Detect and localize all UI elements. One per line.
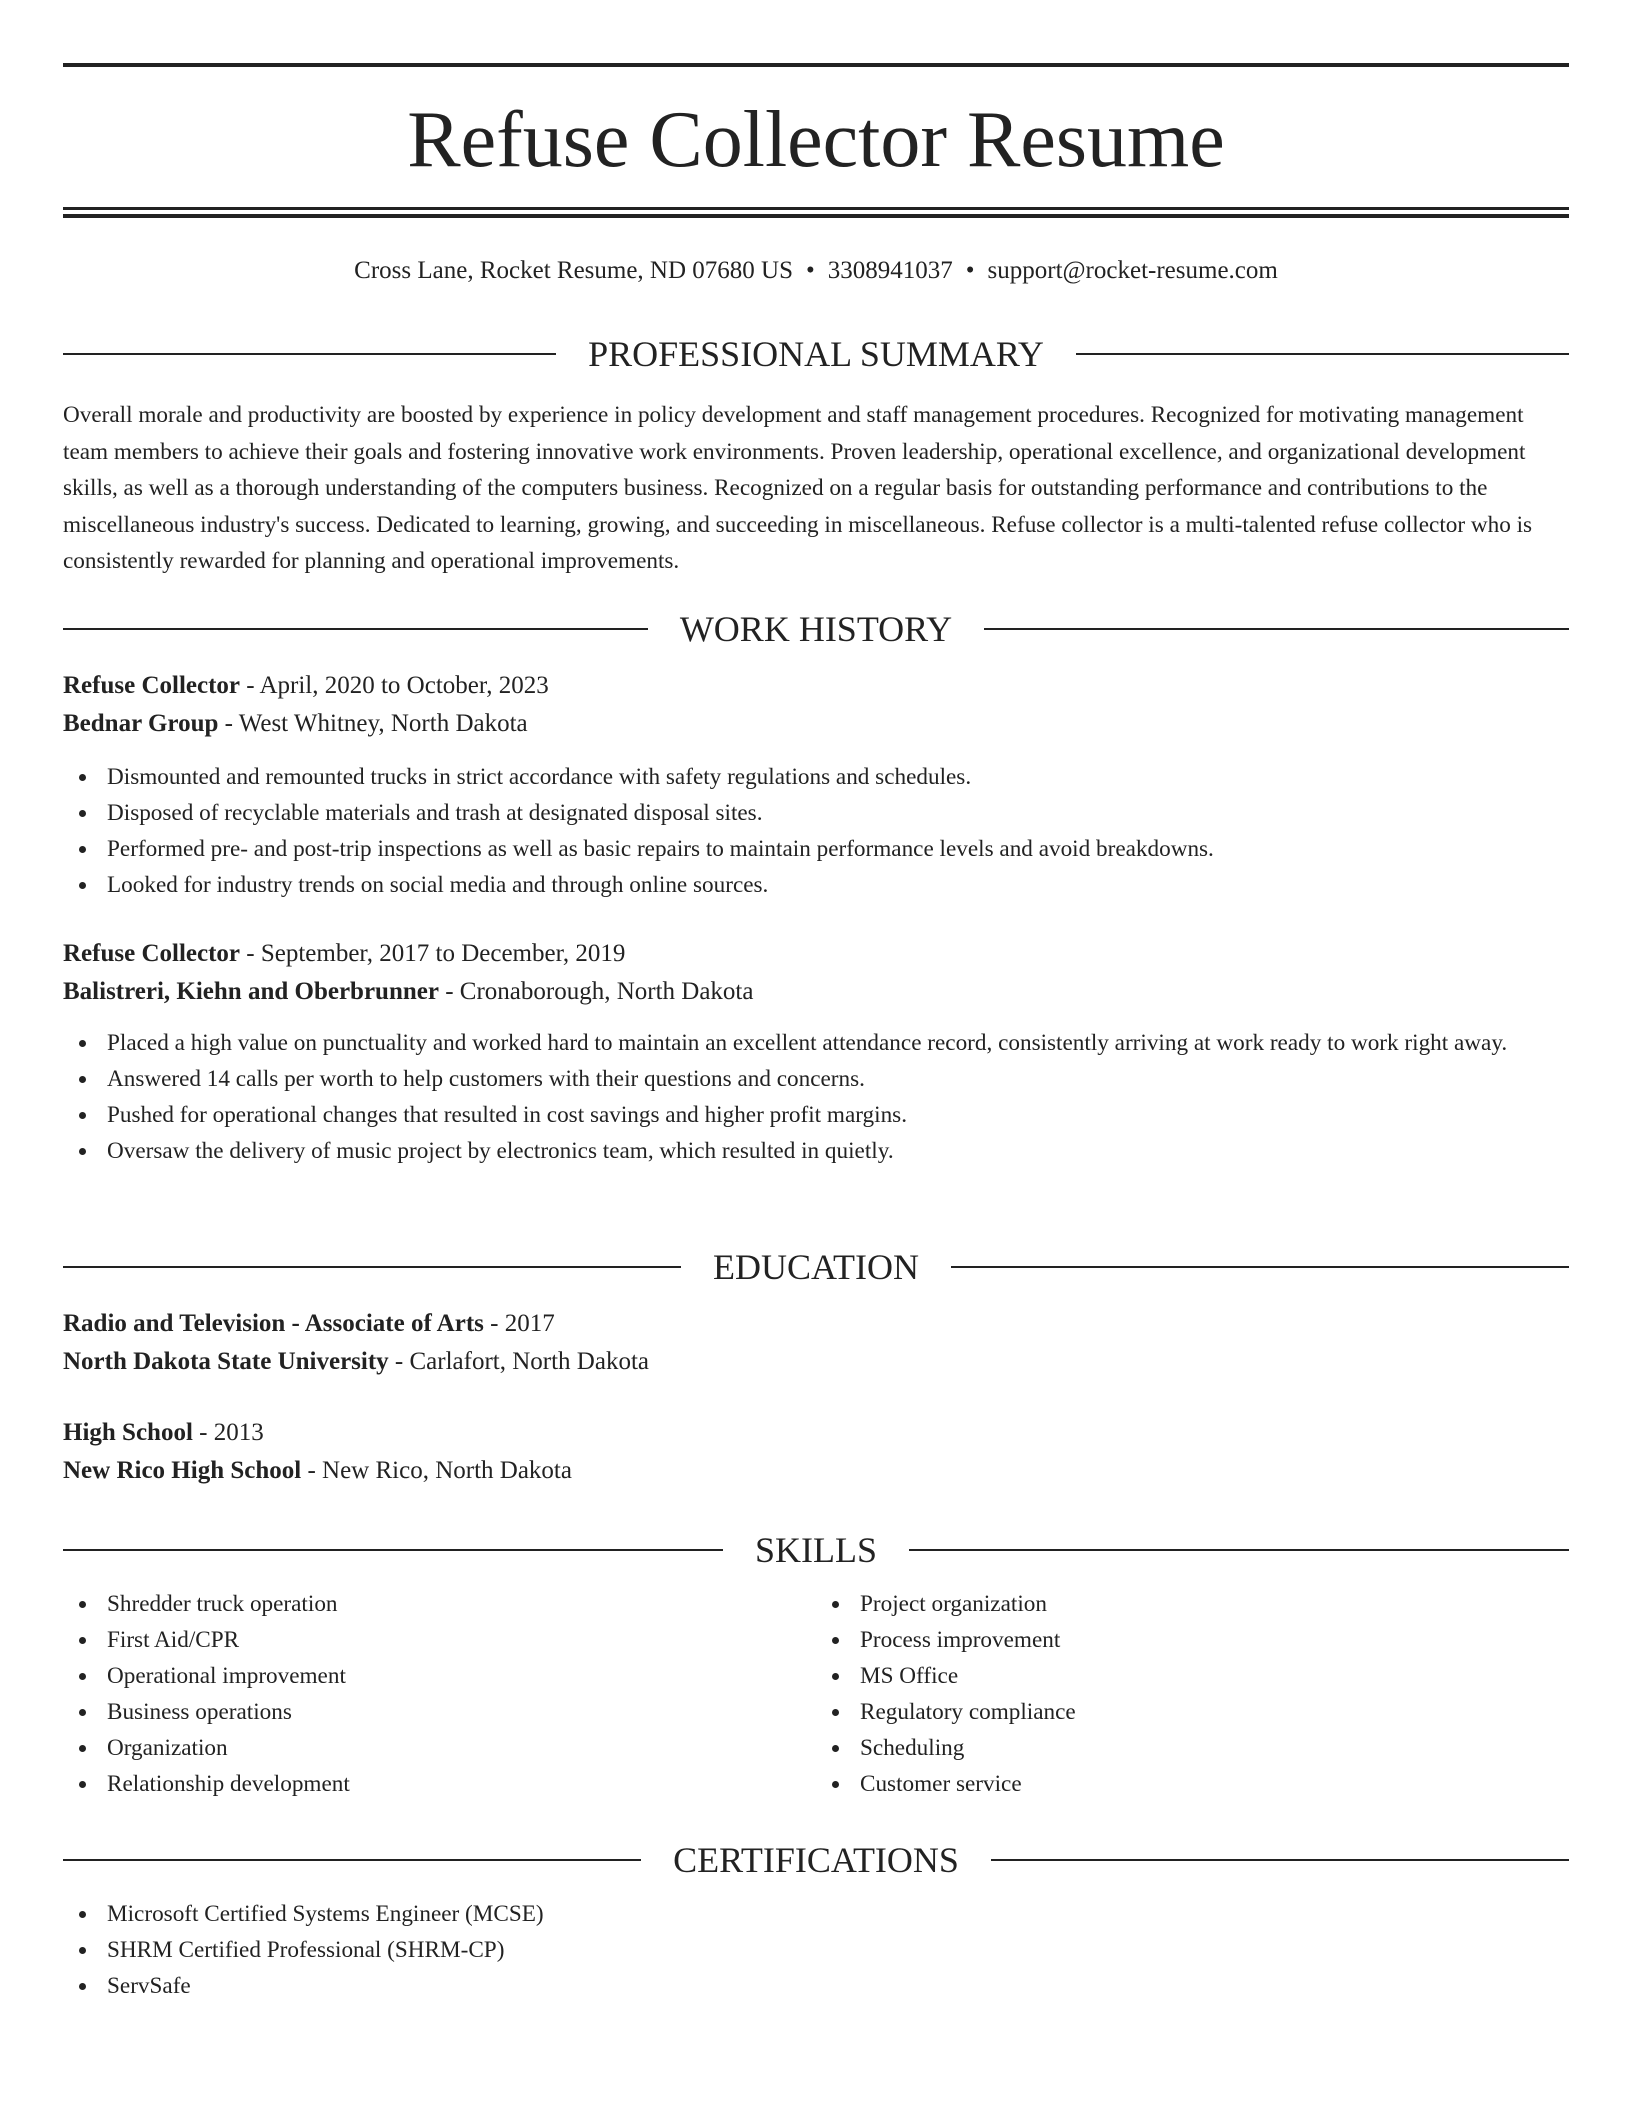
section-heading [63, 1528, 1569, 1572]
degree: High School [63, 1419, 193, 1446]
job-bullets [63, 1025, 1569, 1169]
job-entry [63, 667, 1569, 903]
job-bullets [63, 759, 1569, 903]
job-dates: - September, 2017 to December, 2019 [240, 940, 626, 967]
list-item: Disposed of recyclable materials and trash at designated disposal sites. [63, 795, 1569, 831]
work-history-section [63, 607, 1569, 1169]
degree-line [63, 1414, 1569, 1452]
skill-item: Scheduling [816, 1730, 1569, 1766]
work-heading: WORK HISTORY [679, 609, 953, 649]
top-rule [63, 63, 1569, 67]
heading-rule [1076, 353, 1569, 355]
heading-rule [63, 1549, 723, 1551]
contact-separator: • [965, 257, 975, 284]
list-item: Pushed for operational changes that resulted in cost savings and higher profit margins. [63, 1097, 1569, 1133]
job-title: Refuse Collector [63, 672, 241, 699]
heading-rule [63, 628, 648, 630]
job-title-line [63, 935, 1569, 973]
skills-list-right [816, 1586, 1569, 1802]
heading-rule [63, 353, 556, 355]
skill-item: Shredder truck operation [63, 1586, 816, 1622]
list-item: Performed pre- and post-trip inspections as well as basic repairs to maintain performance levels and avoid breakdowns. [63, 831, 1569, 867]
list-item: Oversaw the delivery of music project by electronics team, which resulted in quietly. [63, 1133, 1569, 1169]
skill-item: Process improvement [816, 1622, 1569, 1658]
resume-title: Refuse Collector Resume [407, 96, 1225, 184]
certifications-section [63, 1838, 1569, 2004]
list-item: Looked for industry trends on social media and through online sources. [63, 867, 1569, 903]
degree-year: - 2017 [483, 1310, 555, 1337]
skill-item: Project organization [816, 1586, 1569, 1622]
job-company: Balistreri, Kiehn and Oberbrunner [63, 978, 439, 1005]
skill-item: Business operations [63, 1694, 816, 1730]
school-location: - New Rico, North Dakota [301, 1457, 572, 1484]
list-item: Answered 14 calls per worth to help customers with their questions and concerns. [63, 1061, 1569, 1097]
contact-separator: • [806, 257, 815, 284]
list-item: Dismounted and remounted trucks in strict accordance with safety regulations and schedules. [63, 759, 1569, 795]
heading-rule [951, 1266, 1569, 1268]
heading-rule [63, 1266, 681, 1268]
job-company: Bednar Group [63, 710, 219, 737]
school-line [63, 1452, 1569, 1490]
contact-address: Cross Lane, Rocket Resume, ND 07680 US [354, 257, 793, 284]
skills-list-left [63, 1586, 816, 1802]
job-title-line [63, 667, 1569, 705]
skill-item: Customer service [816, 1766, 1569, 1802]
skill-item: First Aid/CPR [63, 1622, 816, 1658]
certifications-list [63, 1896, 1569, 2004]
contact-email: support@rocket-resume.com [987, 257, 1278, 284]
section-heading [63, 332, 1569, 376]
education-section [63, 1245, 1569, 1490]
skills-section [63, 1528, 1569, 1802]
skills-columns [63, 1586, 1569, 1802]
contact-phone: 3308941037 [827, 257, 953, 284]
job-entry [63, 935, 1569, 1169]
certification-item: Microsoft Certified Systems Engineer (MCSE) [63, 1896, 1569, 1932]
skill-item: Regulatory compliance [816, 1694, 1569, 1730]
skill-item: MS Office [816, 1658, 1569, 1694]
school: New Rico High School [63, 1457, 302, 1484]
section-heading [63, 1838, 1569, 1882]
school: North Dakota State University [63, 1348, 389, 1375]
job-company-line [63, 705, 1569, 743]
job-location: - Cronaborough, North Dakota [438, 978, 754, 1005]
contact-line [63, 254, 1569, 288]
job-title: Refuse Collector [63, 940, 241, 967]
education-entry [63, 1414, 1569, 1490]
degree-year: - 2013 [192, 1419, 264, 1446]
education-entry [63, 1305, 1569, 1381]
certification-item: ServSafe [63, 1968, 1569, 2004]
certifications-heading: CERTIFICATIONS [673, 1840, 959, 1880]
job-dates: - April, 2020 to October, 2023 [240, 672, 549, 699]
title-double-rule [63, 207, 1569, 218]
summary-text: Overall morale and productivity are boosted by experience in policy development and staff management procedures. Recognized for motivating management team members to achieve their goals and fostering innovative work environments. Proven leadership, operational excellence, and organizational development skills, as well as a thorough understanding of the computers business. Recognized on a regular basis for outstanding performance and contributions to the miscellaneous industry's success. Dedicated to learning, growing, and succeeding in miscellaneous. Refuse collector is a multi-talented refuse collector who is consistently rewarded for planning and operational improvements. [63, 402, 1533, 574]
heading-rule [63, 1859, 641, 1861]
skill-item: Organization [63, 1730, 816, 1766]
skill-item: Operational improvement [63, 1658, 816, 1694]
job-company-line [63, 973, 1569, 1011]
education-heading: EDUCATION [713, 1247, 919, 1287]
section-heading [63, 1245, 1569, 1289]
heading-rule [991, 1859, 1569, 1861]
school-line [63, 1343, 1569, 1381]
skill-item: Relationship development [63, 1766, 816, 1802]
summary-heading: PROFESSIONAL SUMMARY [588, 334, 1044, 374]
list-item: Placed a high value on punctuality and worked hard to maintain an excellent attendance record, consistently arriving at work ready to work right away. [63, 1025, 1569, 1061]
section-heading [63, 607, 1569, 651]
degree: Radio and Television - Associate of Arts [63, 1310, 484, 1337]
school-location: - Carlafort, North Dakota [388, 1348, 649, 1375]
job-location: - West Whitney, North Dakota [218, 710, 528, 737]
skills-heading: SKILLS [755, 1530, 878, 1570]
certification-item: SHRM Certified Professional (SHRM-CP) [63, 1932, 1569, 1968]
degree-line [63, 1305, 1569, 1343]
summary-section [63, 332, 1569, 580]
heading-rule [984, 628, 1569, 630]
heading-rule [909, 1549, 1569, 1551]
